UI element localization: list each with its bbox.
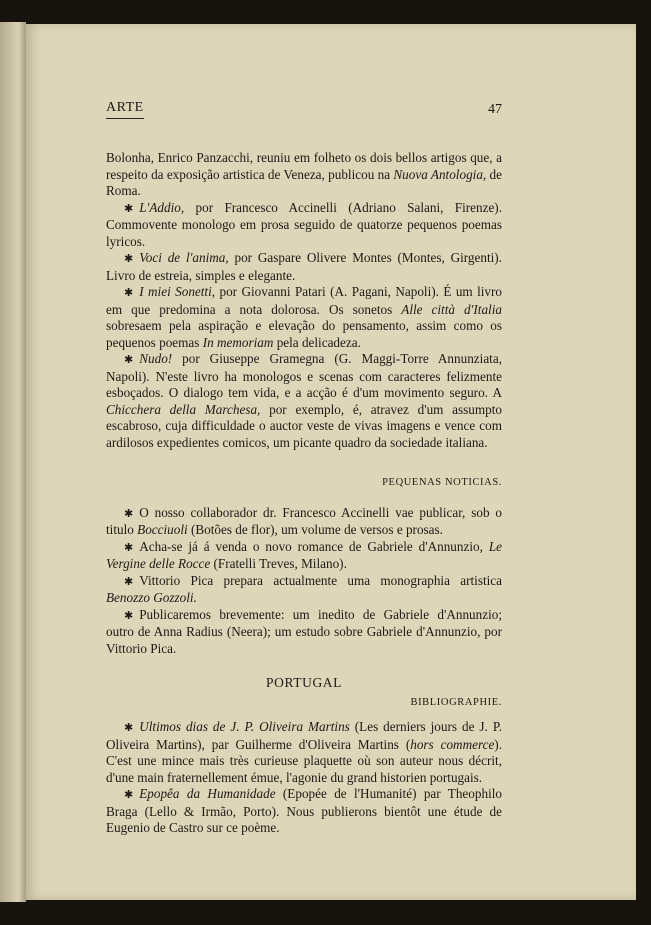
section-heading-portugal: PORTUGAL [266, 675, 342, 690]
book-title: L'Addio, [139, 199, 185, 215]
paragraph-text: pela delicadeza. [273, 334, 361, 350]
paragraph-text: ). C'est une mince mais très curieuse plaquette où son auteur nous décrit, d'une main fraternellement émue, l'agonie du grand historien portugais. [106, 736, 502, 785]
asterisk-icon: ✱ [124, 354, 134, 366]
asterisk-icon: ✱ [124, 722, 134, 734]
book-title: Ultimos dias de J. P. Oliveira Martins [139, 719, 350, 734]
paragraph-voci [106, 250, 502, 284]
book-title: Nuova Antologia, [393, 166, 487, 182]
paragraph-text: (Epopée de l'Humanité) par Theophilo Braga (Lello & Irmão, Porto). Nous publierons bientôt une étude de Eugenio de Castro sur ce poème. [106, 786, 502, 835]
book-title: Epopêa da Humanidade [139, 786, 276, 801]
book-title: Bocciuoli [137, 522, 188, 537]
paragraph-text: de Roma. [106, 166, 502, 198]
paragraph-text: por Giovanni Patari (A. Pagani, Napoli). É um livro em que predomina a nota dolorosa. Os sonetos [106, 284, 502, 317]
paragraph-nudo [106, 351, 502, 451]
paragraph-text: (Botões de flor), um volume de versos e prosas. [187, 522, 443, 537]
poem-title: In memoriam [202, 334, 274, 350]
paragraph-text: por exemplo, é, atravez d'um assumpto escabroso, cuja difficuldade o auctor veste de vivas imagens e vence com ardilosos expedientes comicos, um picante quadro da sociedade italiana. [106, 401, 502, 450]
paragraph-text: (Fratelli Treves, Milano). [210, 556, 347, 571]
facing-page-edge [0, 22, 26, 902]
body-text [106, 150, 502, 837]
book-title: Le Vergine delle Rocce [106, 538, 502, 571]
notice-item [106, 573, 502, 607]
book-title: Benozzo Gozzoli. [106, 590, 197, 605]
paragraph-text: Publicaremos brevemente: um inedito de Gabriele d'Annunzio; outro de Anna Radius (Neera); um estudo sobre Gabriele d'Annunzio, por Vittorio Pica. [106, 606, 502, 656]
bibliography-item [106, 719, 502, 786]
running-head-rule [106, 118, 144, 119]
paragraph-text: Acha-se já á venda o novo romance de Gabriele d'Annunzio, [139, 538, 489, 554]
book-title: I miei Sonetti, [139, 284, 216, 299]
section-subheading-bibliographie: BIBLIOGRAPHIE. [410, 696, 502, 708]
bibliography-item [106, 786, 502, 837]
running-head: ARTE [106, 100, 144, 115]
paragraph-text: Bolonha, Enrico Panzacchi, reuniu em folheto os dois bellos artigos que, a respeito da exposição artistica de Veneza, publicou na [106, 150, 502, 182]
paragraph-laddio [106, 200, 502, 251]
page-number: 47 [488, 102, 502, 117]
asterisk-icon: ✱ [124, 287, 134, 299]
asterisk-icon: ✱ [124, 253, 134, 265]
paragraph-text: por Giuseppe Gramegna (G. Maggi-Torre Annunziata, Napoli). N'este livro ha monologos e scenas com caracteres felizmente esboçados. O dialogo tem vida, e a acção é d'um movimento seguro. A [106, 351, 502, 400]
asterisk-icon: ✱ [124, 789, 134, 801]
paragraph-text: (Les derniers jours de J. P. Oliveira Martins), par Guilherme d'Oliveira Martins ( [106, 719, 502, 752]
work-title: Chicchera della Marchesa, [106, 401, 261, 417]
asterisk-icon: ✱ [124, 202, 134, 215]
section-heading-notices: PEQUENAS NOTICIAS. [382, 477, 502, 488]
paragraph-panzacchi [106, 150, 502, 200]
asterisk-icon: ✱ [124, 575, 134, 588]
notice-item [106, 539, 502, 573]
paragraph-text: O nosso collaborador dr. Francesco Accinelli vae publicar, sob o titulo [106, 504, 502, 537]
notice-item [106, 607, 502, 658]
asterisk-icon: ✱ [124, 507, 134, 520]
page-header [106, 100, 502, 120]
paragraph-text: sobresaem pela aspiração e elevação do pensamento, assim como os pequenos poemas [106, 318, 502, 350]
paragraph-text: Vittorio Pica prepara actualmente uma monographia artistica [139, 572, 502, 588]
paragraph-sonetti [106, 284, 502, 351]
poem-title: Alle città d'Italia [401, 301, 502, 317]
edition-note: hors commerce [410, 736, 495, 752]
asterisk-icon: ✱ [124, 609, 134, 622]
book-title: Voci de l'anima, [139, 250, 229, 265]
asterisk-icon: ✱ [124, 541, 134, 554]
paragraph-text: por Gaspare Olivere Montes (Montes, Girgenti). Livro de estreia, simples e elegante. [106, 250, 502, 283]
paragraph-text: por Francesco Accinelli (Adriano Salani, Firenze). Commovente monologo em prosa seguido de quatorze pequenos poemas lyricos. [106, 199, 502, 249]
notice-item [106, 505, 502, 539]
book-title: Nudo! [139, 351, 173, 366]
